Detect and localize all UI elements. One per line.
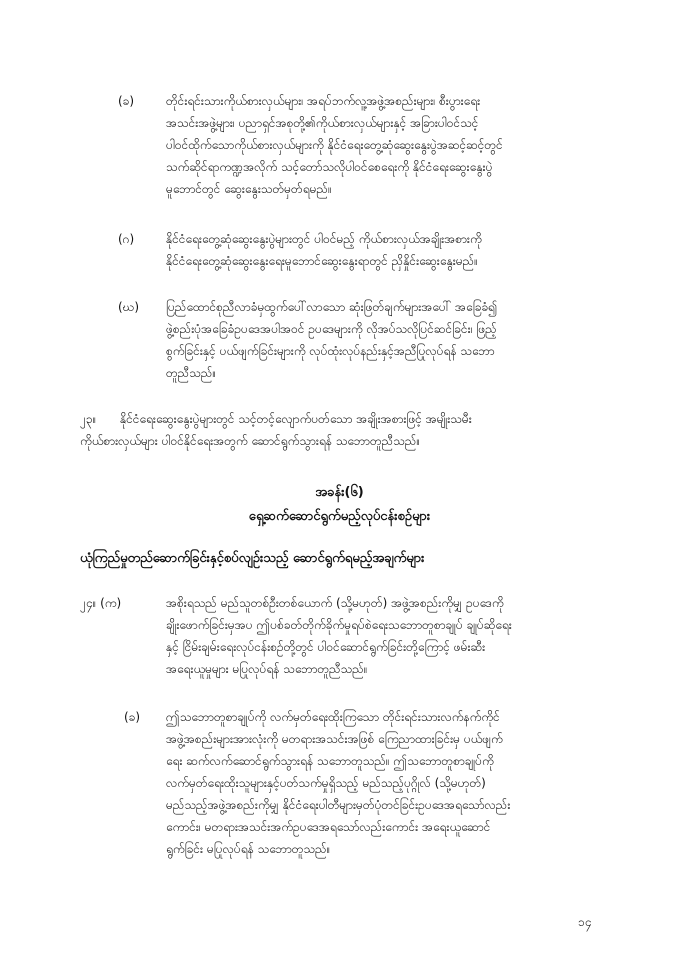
article-text [166,592,573,680]
chapter-title: ရှေ့ဆက်ဆောင်ရွက်မည့်လုပ်ငန်းစဉ်များ [248,509,431,524]
text-line: ရေး ဆက်လက်ဆောင်ရွက်သွားရန် သဘောတူသည်။ ဤသဘောတူစာချုပ်ကို [166,754,494,768]
text-line: မည်သည့်အဖွဲ့အစည်းကိုမျှ နိုင်ငံရေးပါတီများမှတ်ပုံတင်ခြင်းဥပဒေအရသော်လည်း [166,798,511,812]
text-line: လက်မှတ်ရေးထိုးသူများနှင့်ပတ်သက်မှုရှိသည့် မည်သည့်ပုဂ္ဂိုလ် (သို့မဟုတ်) [166,776,486,790]
text-line: အဖွဲ့အစည်းများအားလုံးကို မတရားအသင်းအဖြစ် ကြေညာထားခြင်းမှ ပယ်ဖျက် [166,732,503,746]
text-line: ချိုးဖောက်ခြင်းမှအပ ဤပစ်ခတ်တိုက်ခိုက်မှုရပ်စဲရေးသဘောတူစာချုပ် ချုပ်ဆိုရေး [166,618,512,632]
text-line: ဤသဘောတူစာချုပ်ကို လက်မှတ်ရေးထိုးကြသော တိုင်းရင်းသားလက်နက်ကိုင် [166,710,500,724]
text-line: အစိုးရသည် မည်သူတစ်ဦးတစ်ယောက် (သို့မဟုတ်) အဖွဲ့အစည်းကိုမျှ ဥပဒေကို [166,596,504,610]
clause-marker: (ခ) [118,94,135,108]
text-line: ပြည်ထောင်စုညီလာခံမှထွက်ပေါ်လာသော ဆုံးဖြတ်ချက်များအပေါ် အခြေခံ၍ [166,300,498,314]
text-line: စွက်ခြင်းနှင့် ပယ်ဖျက်ခြင်းများကို လုပ်ထုံးလုပ်နည်းနှင့်အညီပြုလုပ်ရန် သဘော [166,344,495,358]
text-line: နိုင်ငံရေးတွေ့ဆုံဆွေးနွေးရေးမူဘောင်ဆွေးနွေးရာတွင် ညှိနှိုင်းဆွေးနွေးမည်။ [166,254,478,268]
text-line: ကိုယ်စားလှယ်များ ပါဝင်နိုင်ရေးအတွက် ဆောင်ရွက်သွားရန် သဘောတူညီသည်။ [80,434,421,448]
text-line: ကောင်း၊ မတရားအသင်းအက်ဥပဒေအရသော်လည်းကောင်း အရေးယူဆောင် [166,820,491,834]
text-line: နိုင်ငံရေးဆွေးနွေးပွဲများတွင် သင့်တင့်လျောက်ပတ်သော အချိုးအစားဖြင့် အမျိုးသမီး [120,412,472,426]
text-line: အသင်းအဖွဲ့များ၊ ပညာရှင်အစုတို့၏ကိုယ်စားလှယ်များနှင့် အခြားပါဝင်သင့် [166,116,479,130]
text-line: အရေးယူမှုများ မပြုလုပ်ရန် သဘောတူညီသည်။ [166,662,368,676]
page-number: ၁၄ [578,915,592,929]
clause-text [166,706,574,860]
text-line: သက်ဆိုင်ရာကဏ္ဍအလိုက် သင့်တော်သလိုပါဝင်စေရေးကို နိုင်ငံရေးဆွေးနွေးပွဲ [166,160,493,174]
text-line: ဖွဲ့စည်းပုံအခြေခံဥပဒေအပါအဝင် ဥပဒေများကို လိုအပ်သလိုပြင်ဆင်ခြင်း၊ ဖြည့် [166,322,497,336]
clause-text [166,228,573,272]
chapter-number: အခန်း(၆) [315,485,364,500]
article-number: ၂၃။ [80,412,97,426]
clause-marker: (ဂ) [118,232,135,246]
clause-text [166,90,573,200]
text-line: နှင့် ငြိမ်းချမ်းရေးလုပ်ငန်းစဉ်တို့တွင် ပါဝင်ဆောင်ရွက်ခြင်းတို့ကြောင့် ဖမ်းဆီး [166,640,486,654]
text-line: ရွက်ခြင်း မပြုလုပ်ရန် သဘောတူသည်။ [166,842,331,856]
clause-text [166,296,573,384]
clause-marker: (ဃ) [118,300,140,314]
text-line: ပါဝင်ထိုက်သောကိုယ်စားလှယ်များကို နိုင်ငံရေးတွေ့ဆုံဆွေးနွေးပွဲအဆင့်ဆင့်တွင် [166,138,503,152]
section-heading: ယုံကြည်မှုတည်ဆောက်ခြင်းနှင့်စပ်လျဉ်းသည့် ဆောင်ရွက်ရမည့်အချက်များ [80,551,425,566]
article-text [80,408,580,452]
text-line: တိုင်းရင်းသားကိုယ်စားလှယ်များ၊ အရပ်ဘက်လူ့အဖွဲ့အစည်းများ၊ စီးပွားရေး [166,94,481,108]
clause-marker: (ခ) [124,710,141,724]
text-line: တူညီသည်။ [166,366,217,380]
text-line: မူဘောင်တွင် ဆွေးနွေးသတ်မှတ်ရမည်။ [166,182,332,196]
text-line: နိုင်ငံရေးတွေ့ဆုံဆွေးနွေးပွဲများတွင် ပါဝင်မည့် ကိုယ်စားလှယ်အချိုးအစားကို [166,232,482,246]
article-number: ၂၄။ (က) [80,596,122,610]
